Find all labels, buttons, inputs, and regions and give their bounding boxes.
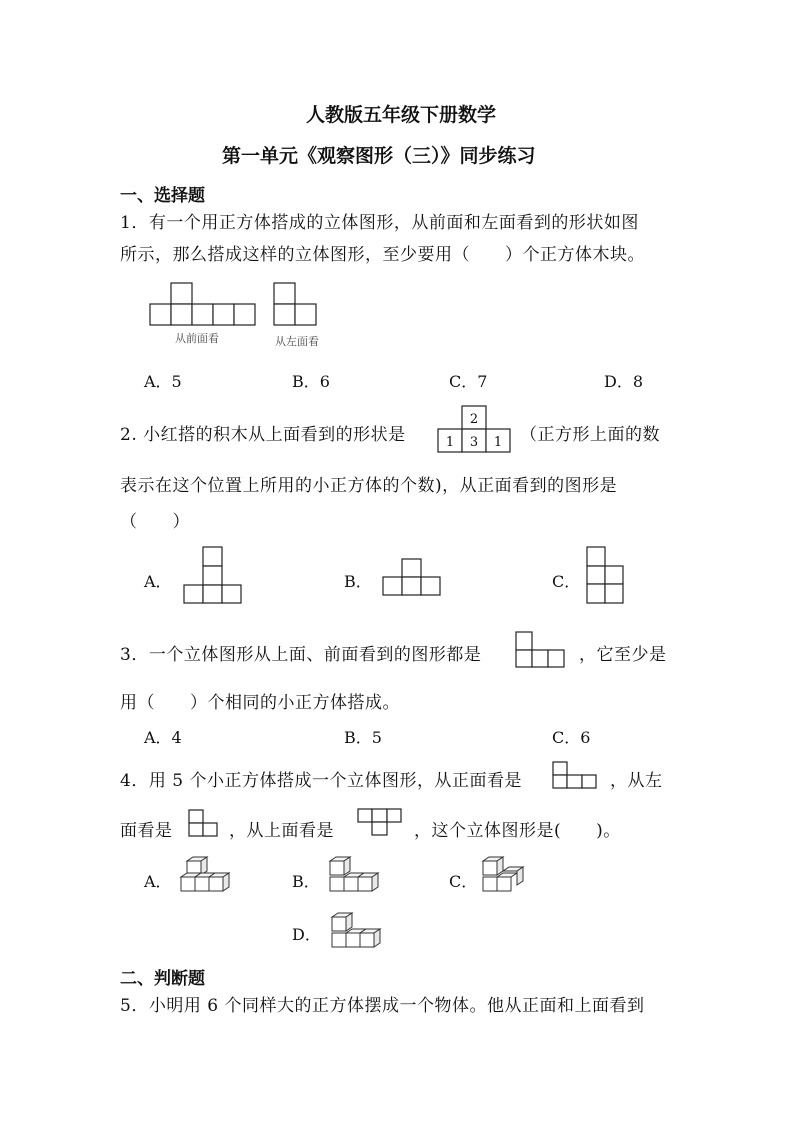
q2-option-a-figure [184,546,242,604]
section-heading-choice: 一、选择题 [120,186,205,206]
q1-caption-front: 从前面看 [175,332,219,345]
q2-option-a[interactable]: A． [144,572,172,591]
q1-option-a[interactable]: A．5 [144,372,182,391]
q4-text-line2a: 面看是 [120,821,173,841]
q2-option-b[interactable]: B． [344,572,372,591]
q1-caption-left: 从左面看 [275,335,319,348]
q4-top-view-figure [357,808,403,838]
q4-option-d-figure [327,911,387,951]
q1-text-line1: 1．有一个用正方体搭成的立体图形，从前面和左面看到的形状如图 [120,213,639,233]
q3-view-figure [515,631,565,669]
q4-option-c-figure [480,855,535,895]
q2-grid-bottom-number-3: 1 [493,435,503,450]
q2-top-view-grid [438,405,510,453]
q4-left-view-figure [188,809,220,839]
q2-grid-bottom-number-1: 1 [445,435,455,450]
q2-text-line2: 表示在这个位置上所用的小正方体的个数)，从正面看到的图形是 [120,476,618,496]
q1-text-line2: 所示，那么搭成这样的立体图形，至少要用（ ）个正方体木块。 [120,245,645,265]
q4-front-view-figure [552,761,598,791]
q4-option-d[interactable]: D． [292,925,321,944]
q1-option-c[interactable]: C．7 [449,372,488,391]
q3-text-part1: 3．一个立体图形从上面、前面看到的图形都是 [120,645,482,665]
q2-grid-top-number: 2 [469,412,479,427]
q2-option-c[interactable]: C． [552,572,581,591]
q3-option-c[interactable]: C．6 [552,728,591,747]
q4-text-line2b: ，从上面看是 [229,821,334,841]
page-subtitle: 第一单元《观察图形（三）》同步练习 [222,145,536,167]
q2-text-part1: 2. 小红搭的积木从上面看到的形状是 [120,425,406,445]
q2-option-c-figure [587,546,627,604]
q3-text-line2: 用（ ）个相同的小正方体搭成。 [120,693,400,713]
q4-option-a-figure [178,855,238,895]
q4-option-b-figure [325,855,385,895]
q4-text-part1: 4．用 5 个小正方体搭成一个立体图形，从正面看是 [120,771,522,791]
q1-left-view-figure [274,282,324,326]
q2-option-b-figure [383,558,441,596]
section-heading-judgement: 二、判断题 [120,969,205,989]
page-title: 人教版五年级下册数学 [306,104,497,126]
q2-text-part2: （正方形上面的数 [520,425,660,445]
q1-front-view-figure [150,282,260,326]
q1-option-d[interactable]: D．8 [604,372,644,391]
q3-option-a[interactable]: A．4 [144,728,182,747]
q4-option-b[interactable]: B． [292,872,320,891]
q4-option-a[interactable]: A． [144,872,172,891]
q3-option-b[interactable]: B．5 [344,728,382,747]
q4-text-line2c: ，这个立体图形是( )。 [414,821,621,841]
q3-text-part2: ，它至少是 [579,645,667,665]
q4-option-c[interactable]: C． [449,872,478,891]
q2-grid-bottom-number-2: 3 [469,435,479,450]
q1-option-b[interactable]: B．6 [292,372,330,391]
q4-text-part2: ，从左 [610,771,663,791]
q2-text-line3: （ ） [120,512,190,532]
q5-text-line1: 5．小明用 6 个同样大的正方体摆成一个物体。他从正面和上面看到 [120,996,645,1016]
